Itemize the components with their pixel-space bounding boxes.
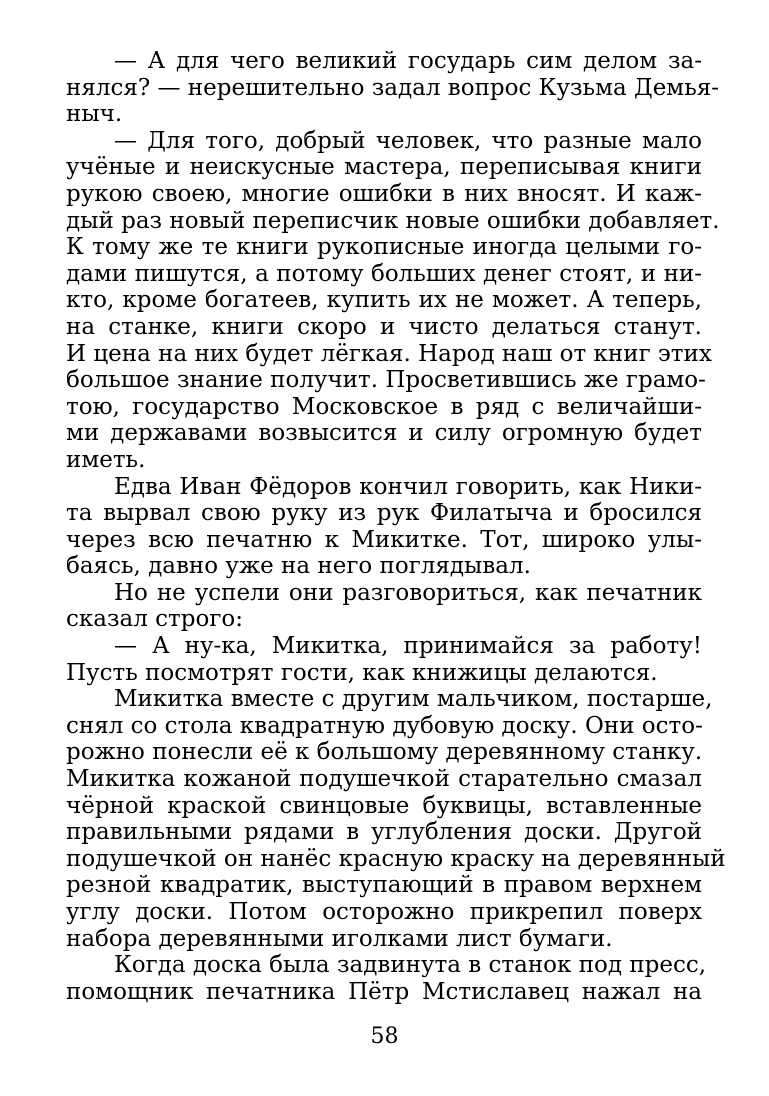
- paragraph-7: [66, 952, 707, 1005]
- paragraph-1: [66, 48, 719, 128]
- text-line: — Для того, добрый человек, что разные мало: [114, 127, 702, 154]
- page-body: [66, 48, 726, 1005]
- text-line: Микитка вместе с другим мальчиком, постарше,: [114, 686, 713, 713]
- text-line: рукою своею, многие ошибки в них вносят. И каж-: [66, 180, 702, 207]
- text-line: набора деревянными иголками лист бумаги.: [66, 925, 613, 952]
- text-line: нялся? — нерешительно задал вопрос Кузьма Демья-: [66, 74, 719, 101]
- text-line: снял со стола квадратную дубовую доску. Они осто-: [66, 712, 703, 739]
- page-number: 58: [370, 1024, 399, 1049]
- text-line: — А для чего великий государь сим делом за-: [114, 48, 702, 74]
- paragraph-5: [66, 633, 702, 686]
- text-line: сказал строго:: [66, 606, 243, 633]
- text-line: Микитка кожаной подушечкой старательно смазал: [66, 766, 702, 793]
- text-line: рожно понесли её к большому деревянному станку.: [66, 739, 703, 766]
- text-line: ми державами возвысится и силу огромную будет: [66, 420, 702, 447]
- text-line: Когда доска была задвинута в станок под пресс,: [114, 952, 707, 979]
- text-line: Но не успели они разговориться, как печатник: [114, 579, 702, 606]
- paragraph-6: [66, 686, 726, 952]
- paragraph-3: [66, 474, 702, 580]
- text-line: кто, кроме богатеев, купить их не может. А теперь,: [66, 287, 702, 314]
- text-line: подушечкой он нанёс красную краску на деревянный: [66, 845, 726, 872]
- text-line: правильными рядами в углубления доски. Другой: [66, 819, 702, 846]
- text-line: углу доски. Потом осторожно прикрепил поверх: [66, 899, 702, 925]
- text-line: иметь.: [66, 446, 146, 473]
- text-line: чёрной краской свинцовые буквицы, вставленные: [66, 792, 702, 819]
- text-line: — А ну-ка, Микитка, принимайся за работу!: [114, 633, 702, 660]
- text-line: большое знание получит. Просветившись же грамо-: [66, 367, 706, 394]
- text-line: Едва Иван Фёдоров кончил говорить, как Ники-: [114, 473, 702, 500]
- text-line: тою, государство Московское в ряд с величайши-: [66, 393, 702, 420]
- text-line: помощник печатника Пётр Мстиславец нажал на: [66, 978, 702, 1005]
- text-line: через всю печатню к Микитке. Тот, широко улы-: [66, 526, 702, 553]
- text-line: та вырвал свою руку из рук Филатыча и бросился: [66, 500, 702, 527]
- text-line: дами пишутся, а потому больших денег стоят, и ни-: [66, 260, 702, 287]
- paragraph-2: [66, 127, 720, 474]
- text-line: Пусть посмотрят гости, как книжицы делаются.: [66, 659, 658, 686]
- text-line: учёные и неискусные мастера, переписывая книги: [66, 154, 702, 181]
- text-line: К тому же те книги рукописные иногда целыми го-: [66, 234, 702, 261]
- text-line: дый раз новый переписчик новые ошибки добавляет.: [66, 207, 720, 234]
- text-line: И цена на них будет лёгкая. Народ наш от книг этих: [66, 340, 712, 367]
- text-line: резной квадратик, выступающий в правом верхнем: [66, 872, 702, 899]
- text-line: на станке, книги скоро и чисто делаться станут.: [66, 313, 702, 340]
- text-line: ныч.: [66, 101, 123, 128]
- text-line: баясь, давно уже на него поглядывал.: [66, 553, 531, 580]
- paragraph-4: [66, 580, 702, 633]
